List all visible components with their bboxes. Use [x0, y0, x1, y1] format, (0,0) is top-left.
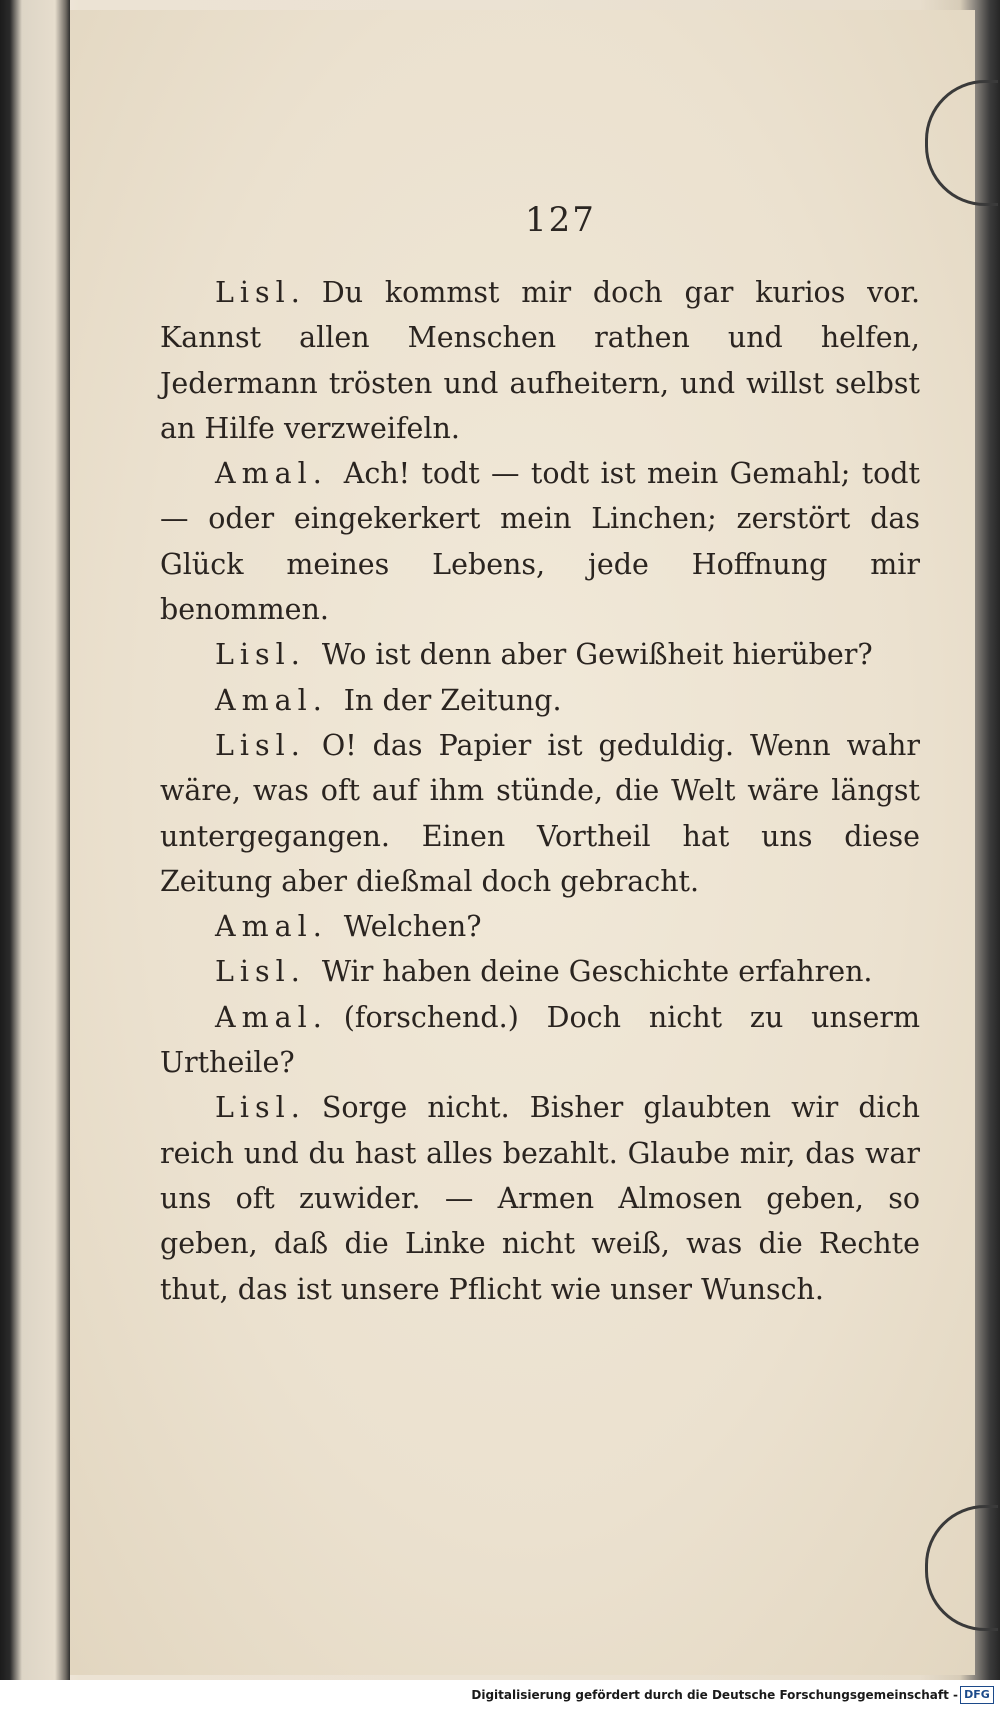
dialogue-text: O! das Papier ist geduldig. Wenn wahr wäre, was oft auf ihm stünde, die Welt wäre längst untergegangen. Einen Vortheil hat uns diese Zeitung aber dießmal doch gebracht.: [160, 728, 920, 898]
dialogue-paragraph: [160, 949, 920, 994]
dialogue-paragraph: [160, 632, 920, 677]
dialogue-paragraph: [160, 1085, 920, 1311]
dialogue-text: Welchen?: [343, 910, 482, 944]
dialogue-text: Sorge nicht. Bisher glaubten wir dich reich und du hast alles bezahlt. Glaube mir, das war uns oft zuwider. — Armen Almosen geben, so geben, daß die Linke nicht weiß, was die Rechte thut, das ist unsere Pflicht wie unser Wunsch.: [160, 1091, 920, 1306]
dialogue-paragraph: [160, 995, 920, 1086]
dialogue-text: Ach! todt — todt ist mein Gemahl; todt — oder eingekerkert mein Linchen; zerstört das Glück meines Lebens, jede Hoffnung mir benommen.: [160, 457, 920, 627]
dialogue-paragraph: [160, 904, 920, 949]
dialogue-paragraph: [160, 723, 920, 904]
speaker-name: Amal.: [215, 1000, 328, 1034]
footer-credit: Digitalisierung gefördert durch die Deutsche Forschungsgemeinschaft -: [471, 1688, 958, 1702]
previous-page-edge: [0, 0, 70, 1680]
speaker-name: Amal.: [215, 683, 328, 717]
speaker-name: Amal.: [215, 910, 328, 944]
page-text: [160, 270, 920, 1312]
speaker-name: Lisl.: [215, 1091, 306, 1125]
dialogue-paragraph: [160, 678, 920, 723]
dialogue-text: In der Zeitung.: [343, 683, 562, 717]
speaker-name: Lisl.: [215, 728, 306, 762]
dialogue-paragraph: [160, 451, 920, 632]
dialogue-text: (forschend.) Doch nicht zu unserm Urtheile?: [160, 1000, 920, 1080]
digitization-footer: [0, 1680, 1000, 1715]
dialogue-text: Wir haben deine Geschichte erfahren.: [321, 955, 873, 989]
page-number: 127: [525, 200, 596, 240]
speaker-name: Lisl.: [215, 638, 306, 672]
dfg-logo-icon: DFG: [960, 1686, 994, 1704]
dialogue-text: Du kommst mir doch gar kurios vor. Kannst allen Menschen rathen und helfen, Jedermann trösten und aufheitern, und willst selbst an Hilfe verzweifeln.: [160, 276, 920, 445]
speaker-name: Amal.: [215, 457, 328, 491]
dialogue-text: Wo ist denn aber Gewißheit hierüber?: [321, 638, 873, 672]
speaker-name: Lisl.: [215, 276, 306, 309]
speaker-name: Lisl.: [215, 955, 306, 989]
dialogue-paragraph: [160, 270, 920, 451]
book-page: [70, 10, 975, 1675]
